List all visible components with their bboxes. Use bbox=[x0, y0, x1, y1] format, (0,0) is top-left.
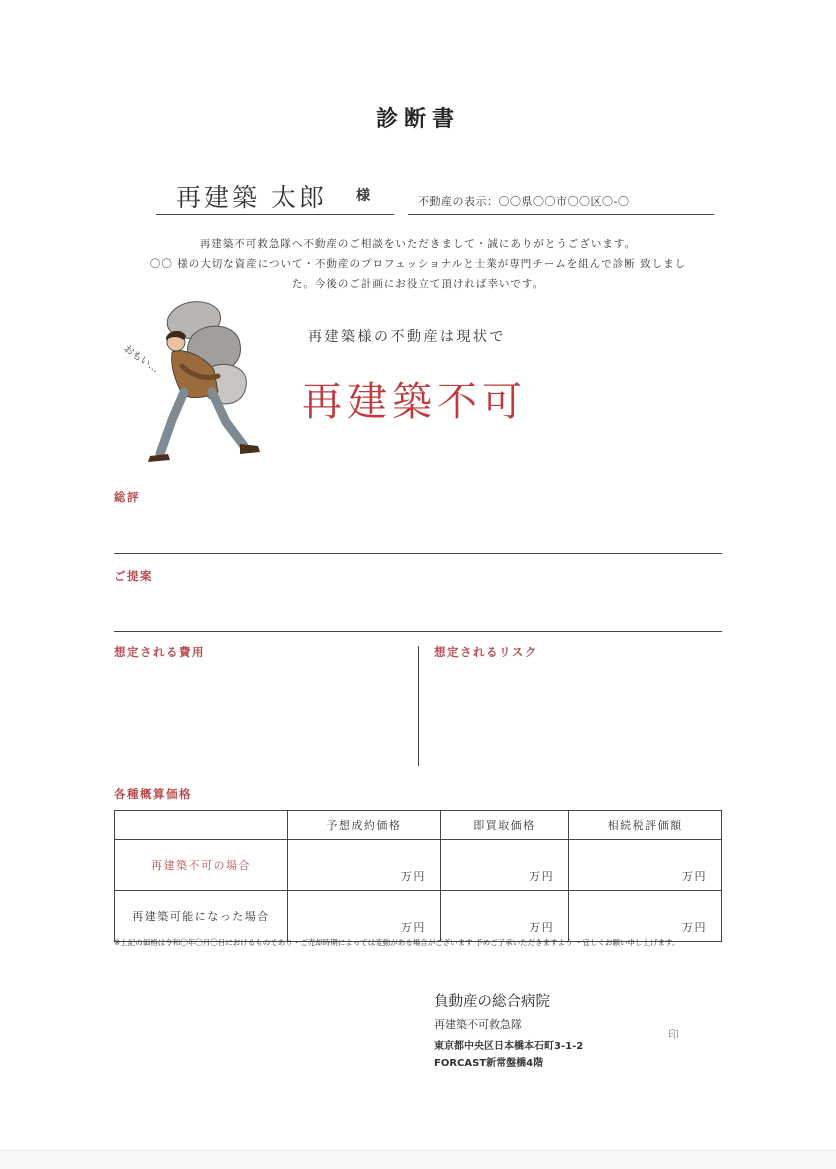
price-cell: 万円 bbox=[569, 840, 722, 891]
issuer-address: 東京都中央区日本橋本石町3-1-2 bbox=[434, 1041, 584, 1052]
table-row bbox=[115, 891, 722, 942]
intro-line: 再建築不可救急隊へ不動産のご相談をいただきまして・誠にありがとうございます。 bbox=[199, 238, 637, 250]
issuer-building: FORCAST新常盤橋4階 bbox=[434, 1058, 544, 1069]
illustration-caption: おもい… bbox=[121, 343, 161, 376]
price-cell: 万円 bbox=[440, 840, 568, 891]
property-underline bbox=[408, 214, 714, 215]
price-table-header-empty bbox=[115, 811, 288, 840]
issuer-department: 再建築不可救急隊 bbox=[434, 1018, 522, 1031]
intro-line: 〇〇 様の大切な資産について・不動産のプロフェッショナルと士業が専門チームを組んで診断 致しまし bbox=[149, 258, 687, 270]
price-footnote: ※上記の価格は令和〇年〇月〇日におけるものであり・ご売却時期によっては変動がある場合がございます 予めご了承いただきますよう ・宜しくお願い申し上げます。 bbox=[114, 938, 680, 947]
price-table-header-row bbox=[115, 811, 722, 840]
recipient-underline bbox=[156, 214, 394, 215]
section-proposal-label: ご提案 bbox=[114, 569, 153, 583]
intro-text bbox=[118, 234, 718, 294]
section-review-label: 総評 bbox=[114, 490, 140, 504]
price-cell: 万円 bbox=[440, 891, 568, 942]
diagnosis-result: 再建築不可 bbox=[302, 379, 527, 425]
proposal-line bbox=[114, 631, 722, 632]
price-table-header-inheritance: 相続税評価額 bbox=[569, 811, 722, 840]
recipient-honorific: 様 bbox=[356, 188, 370, 204]
price-table-header-buyout: 即買取価格 bbox=[440, 811, 568, 840]
document-title: 診断書 bbox=[375, 107, 460, 132]
review-line bbox=[114, 553, 722, 554]
price-table-header-expected: 予想成約価格 bbox=[288, 811, 441, 840]
diagnosis-lead: 再建築様の不動産は現状で bbox=[308, 329, 506, 345]
section-expected-risk-label: 想定されるリスク bbox=[434, 645, 538, 659]
price-cell: 万円 bbox=[569, 891, 722, 942]
issuer-organization: 負動産の総合病院 bbox=[434, 994, 550, 1010]
section-price-estimates-label: 各種概算価格 bbox=[114, 787, 192, 801]
man-carrying-rocks-illustration bbox=[126, 296, 276, 466]
column-divider bbox=[418, 646, 419, 766]
section-expected-cost-label: 想定される費用 bbox=[114, 645, 205, 659]
seal-mark: 印 bbox=[668, 1028, 679, 1041]
intro-line: た。今後のご計画にお役立て頂ければ幸いです。 bbox=[291, 278, 545, 290]
property-label: 不動産の表示：〇〇県〇〇市〇〇区〇-〇 bbox=[418, 195, 630, 208]
page-bottom-edge bbox=[0, 1150, 836, 1169]
price-table bbox=[114, 810, 722, 942]
price-cell: 万円 bbox=[288, 891, 441, 942]
row-label-not-rebuildable: 再建築不可の場合 bbox=[115, 840, 288, 891]
table-row bbox=[115, 840, 722, 891]
recipient-name: 再建築 太郎 bbox=[176, 183, 327, 212]
row-label-rebuildable: 再建築可能になった場合 bbox=[115, 891, 288, 942]
price-cell: 万円 bbox=[288, 840, 441, 891]
